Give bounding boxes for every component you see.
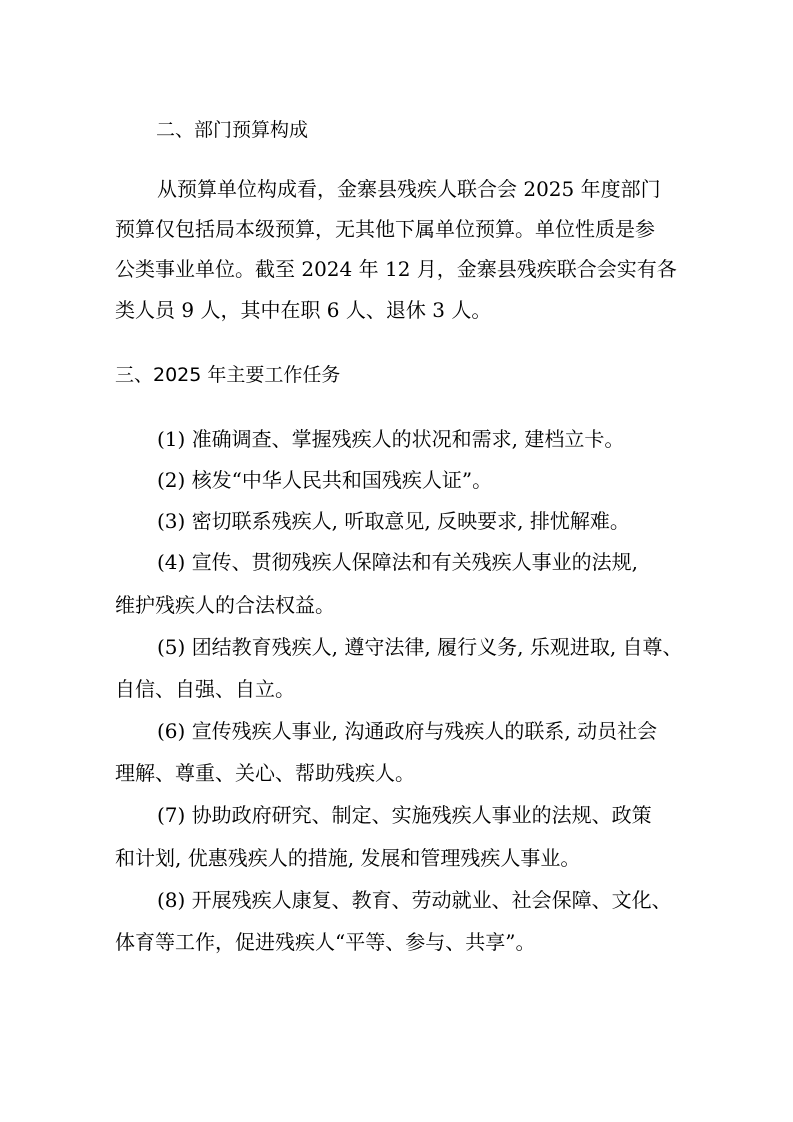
task-item-5: (5) 团结教育残疾人, 遵守法律, 履行义务, 乐观进取, 自尊、 [157,635,683,659]
task-item-1: (1) 准确调查、掌握残疾人的状况和需求, 建档立卡。 [157,427,625,451]
task-item-8-continuation: 体育等工作，促进残疾人“平等、参与、共享”。 [115,930,536,954]
paragraph-line: 预算仅包括局本级预算，无其他下属单位预算。单位性质是参 [115,217,655,241]
task-item-7-continuation: 和计划, 优惠残疾人的措施, 发展和管理残疾人事业。 [115,846,581,870]
task-item-5-continuation: 自信、自强、自立。 [115,677,295,701]
paragraph-line: 类人员 9 人，其中在职 6 人、退休 3 人。 [115,298,492,322]
section-heading-main-tasks: 三、2025 年主要工作任务 [115,364,341,386]
paragraph-line: 从预算单位构成看，金寨县残疾人联合会 2025 年度部门 [157,177,661,201]
section-heading-budget-composition: 二、部门预算构成 [156,119,309,141]
task-item-3: (3) 密切联系残疾人, 听取意见, 反映要求, 排忧解难。 [157,509,630,533]
task-item-4-continuation: 维护残疾人的合法权益。 [115,593,335,617]
paragraph-line: 公类事业单位。截至 2024 年 12 月，金寨县残疾联合会实有各 [115,257,677,281]
task-item-8: (8) 开展残疾人康复、教育、劳动就业、社会保障、文化、 [157,888,672,912]
task-item-4: (4) 宣传、贯彻残疾人保障法和有关残疾人事业的法规, [157,550,639,574]
task-item-2: (2) 核发“中华人民共和国残疾人证”。 [157,468,493,492]
task-item-6-continuation: 理解、尊重、关心、帮助残疾人。 [115,761,415,785]
task-item-7: (7) 协助政府研究、制定、实施残疾人事业的法规、政策 [157,803,652,827]
task-item-6: (6) 宣传残疾人事业, 沟通政府与残疾人的联系, 动员社会 [157,719,658,743]
